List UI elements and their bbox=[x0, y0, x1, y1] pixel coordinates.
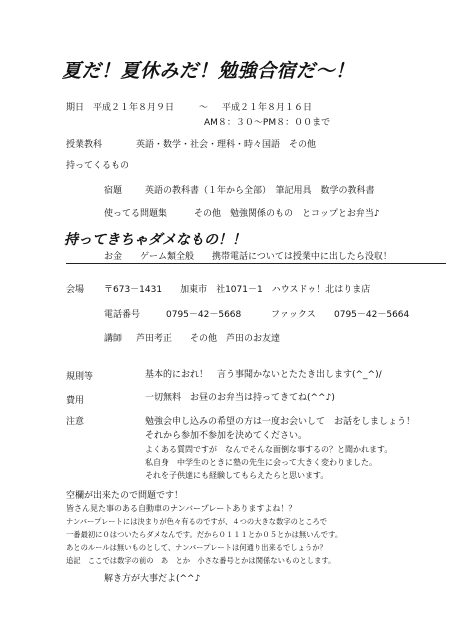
forbidden-heading: 持ってきちゃダメなもの！！ bbox=[64, 232, 246, 248]
tel-value: 0795－42－5668 bbox=[166, 310, 242, 320]
venue-value: 〒673－1431 加東市 社1071－1 ハウスドゥ！北はりま店 bbox=[104, 285, 371, 295]
quiz-line: 追記 ここでは数字の前の あ とか 小さな番号とかは関係ないものとします。 bbox=[66, 556, 336, 565]
period-hours: AM８：３０～PM８：００まで bbox=[204, 118, 331, 128]
fax-label: ファックス bbox=[271, 310, 316, 320]
forbidden-underline bbox=[66, 263, 446, 264]
notes-line: よくある質問ですが なんでそんな面倒な事するの？と聞かれます。 bbox=[145, 445, 393, 454]
quiz-line: 皆さん見た事のある自動車のナンバープレートありますよね！？ bbox=[66, 504, 297, 513]
lecturer-value: 芦田考正 その他 芦田のお友達 bbox=[136, 334, 281, 344]
workbook-label: 使ってる問題集 bbox=[104, 209, 168, 219]
fax-value: 0795－42－5664 bbox=[334, 310, 410, 320]
workbook-value: その他 勉強関係のもの とコップとお弁当♪ bbox=[194, 209, 380, 219]
fee-label: 費用 bbox=[66, 396, 85, 406]
lecturer-label: 講師 bbox=[104, 334, 123, 344]
forbidden-items: お金 ゲーム類全般 携帯電話については授業中に出したら没収！ bbox=[104, 252, 392, 262]
page-title: 夏だ！夏休みだ！勉強合宿だ～！ bbox=[62, 60, 355, 82]
subjects-label: 授業教科 bbox=[66, 140, 103, 150]
notes-line: それから参加不参加を決めてください。 bbox=[145, 431, 308, 441]
subjects-value: 英語・数学・社会・理科・時々国語 その他 bbox=[136, 140, 317, 150]
quiz-closing: 解き方が大事だよ(^^♪ bbox=[104, 574, 201, 584]
rules-value: 基本的におれ！ 言う事聞かないとたたき出します(^_^)/ bbox=[145, 370, 382, 380]
tel-label: 電話番号 bbox=[104, 310, 141, 320]
quiz-line: ナンバープレートには決まりが色々有るのですが、４つの大きな数字のところで bbox=[66, 517, 328, 526]
quiz-line: あとのルールは無いものとして、ナンバープレートは何通り出来るでしょうか？ bbox=[66, 543, 327, 552]
venue-label: 会場 bbox=[66, 285, 85, 295]
rules-label: 規則等 bbox=[66, 372, 94, 382]
fee-value: 一切無料 お昼のお弁当は持ってきてね(^^♪) bbox=[145, 393, 335, 403]
notes-line: 私自身 中学生のときに塾の先生に会って大きく変わりました。 bbox=[145, 458, 377, 467]
period-label: 期日 bbox=[66, 103, 85, 113]
bring-label: 持ってくるもの bbox=[66, 161, 130, 171]
quiz-line: 空欄が出来たので問題です！ bbox=[66, 491, 184, 501]
notes-line: 勉強会申し込みの希望の方は一度お会いして お話をしましょう！ bbox=[145, 417, 416, 427]
quiz-line: 一番最初に０はついたらダメなんです。だから０１１１とか０５とかは無いんです。 bbox=[66, 530, 343, 539]
period-separator: ～ bbox=[199, 103, 209, 113]
notes-label: 注意 bbox=[66, 417, 85, 427]
notes-line: それを子供達にも経験してもらえたらと思います。 bbox=[145, 471, 329, 480]
homework-label: 宿題 bbox=[104, 186, 123, 196]
homework-value: 英語の教科書（１年から全部） 筆記用具 数学の教科書 bbox=[145, 186, 375, 196]
period-start: 平成２１年８月９日 bbox=[93, 103, 175, 113]
period-end: 平成２１年８月１６日 bbox=[222, 103, 313, 113]
